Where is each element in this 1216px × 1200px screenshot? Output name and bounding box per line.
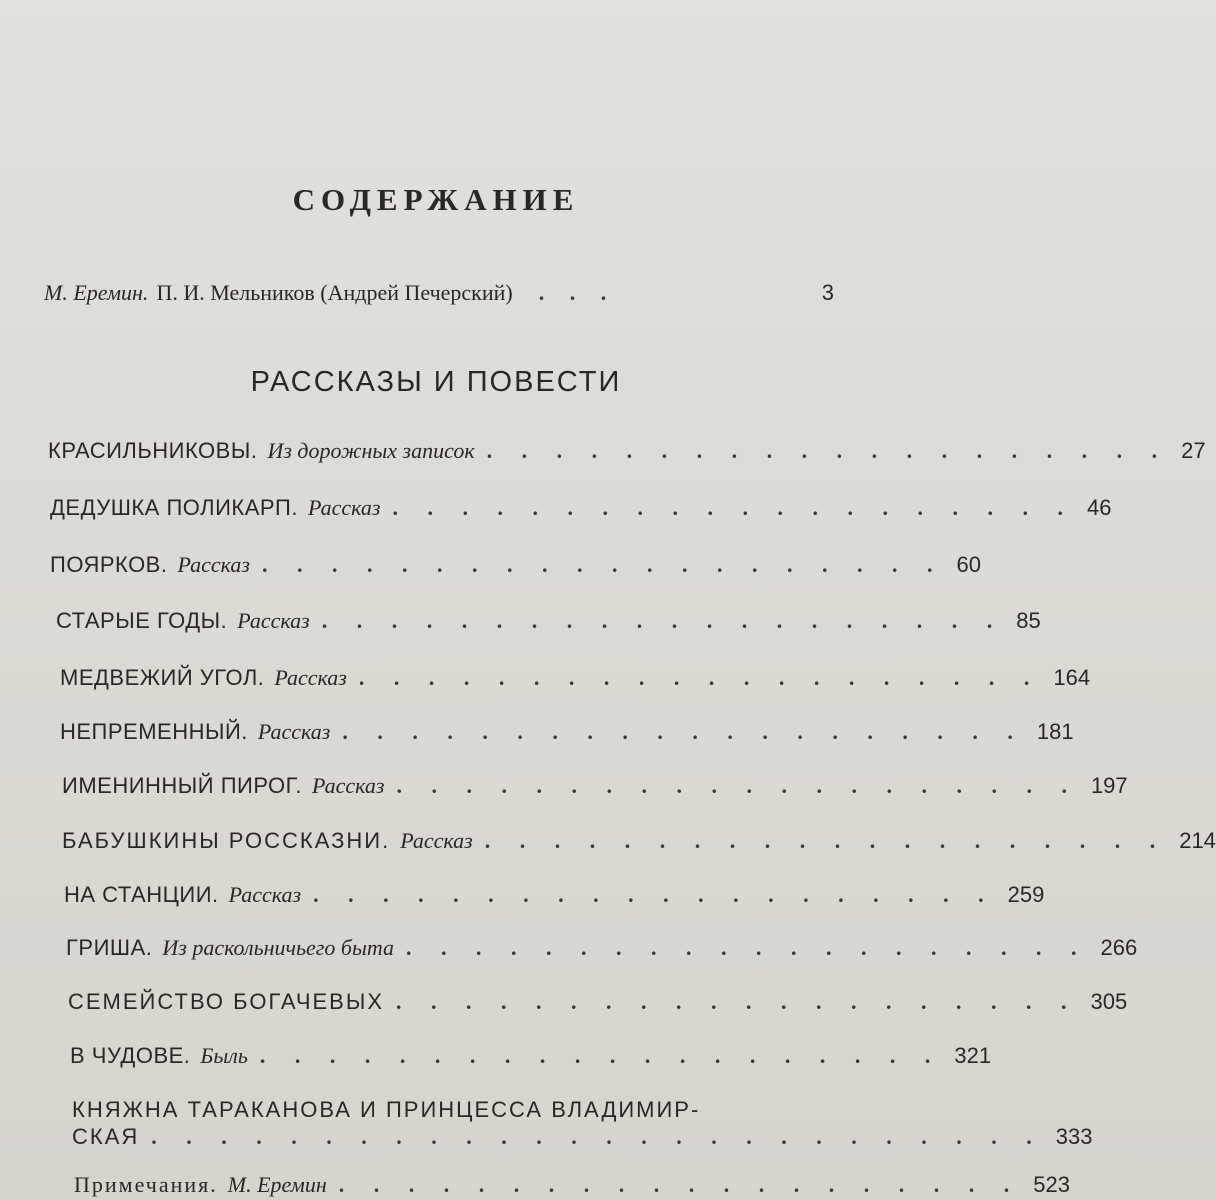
entry-subtitle: Рассказ <box>177 552 250 577</box>
leader-dots: . . . . . . . . . . . . . . . . . . . . <box>486 438 1170 463</box>
entry-title: КРАСИЛЬНИКОВЫ. <box>48 438 258 463</box>
entry-page-number: 27 <box>1181 438 1206 463</box>
entry-subtitle: Рассказ <box>237 608 310 633</box>
leader-dots: . . . . . . . . . . . . . . . . . . . . <box>259 1043 943 1068</box>
toc-entry <box>62 773 1128 799</box>
entry-subtitle: Рассказ <box>228 882 302 907</box>
entry-subtitle: Рассказ <box>274 665 347 690</box>
entry-title: В ЧУДОВЕ. <box>70 1043 191 1068</box>
intro-title: П. И. Мельников (Андрей Печерский) <box>156 280 513 305</box>
entry-page-number: 305 <box>1090 989 1128 1014</box>
entry-page-number: 523 <box>1033 1172 1070 1197</box>
entry-subtitle: Быль <box>200 1043 248 1068</box>
leader-dots: . . . . . . . . . . . . . . . . . . . . <box>358 665 1042 690</box>
entry-title-line-2: СКАЯ <box>72 1124 140 1149</box>
entry-page-number: 60 <box>956 552 981 577</box>
leader-dots: . . . . . . . . . . . . . . . . . . . . <box>396 989 1079 1014</box>
leader-dots: . . . . . . . . . . . . . . . . . . . . . . . . . . <box>151 1124 1044 1149</box>
leader-dots: . . . . . . . . . . . . . . . . . . . . <box>338 1172 1022 1197</box>
leader-dots: . . . . . . . . . . . . . . . . . . . . <box>342 719 1025 744</box>
entry-title: МЕДВЕЖИЙ УГОЛ. <box>60 665 265 690</box>
entry-subtitle: Рассказ <box>311 773 385 798</box>
notes-entry <box>74 1172 1070 1198</box>
entry-page-number: 333 <box>1055 1124 1093 1149</box>
entry-page-number: 46 <box>1086 495 1112 520</box>
toc-entry <box>64 882 1045 908</box>
entry-title: ИМЕНИННЫЙ ПИРОГ. <box>62 773 302 798</box>
notes-label: Примечания. <box>74 1172 218 1197</box>
toc-entry <box>62 828 1216 854</box>
entry-title: ГРИША. <box>66 935 153 960</box>
toc-entry <box>66 935 1138 961</box>
toc-entry <box>48 438 1206 464</box>
entry-title: БАБУШКИНЫ РОССКАЗНИ. <box>62 828 391 853</box>
toc-entry <box>68 989 1128 1015</box>
entry-title: НЕПРЕМЕННЫЙ. <box>60 719 248 744</box>
toc-entry <box>50 552 981 578</box>
entry-page-number: 321 <box>954 1043 992 1068</box>
entry-title-line-1: КНЯЖНА ТАРАКАНОВА И ПРИНЦЕССА ВЛАДИМИР- <box>72 1097 701 1122</box>
entry-title: НА СТАНЦИИ. <box>64 882 219 907</box>
entry-page-number: 164 <box>1053 665 1091 690</box>
entry-subtitle: Рассказ <box>400 828 473 853</box>
leader-dots: . . . . . . . . . . . . . . . . . . . . <box>313 882 996 907</box>
intro-leader-dots: . . . <box>538 280 617 305</box>
entry-subtitle: Из раскольничьего быта <box>162 935 394 960</box>
toc-entry <box>70 1043 992 1069</box>
toc-entry <box>60 665 1091 691</box>
leader-dots: . . . . . . . . . . . . . . . . . . . . <box>484 828 1168 853</box>
leader-dots: . . . . . . . . . . . . . . . . . . . . <box>392 495 1075 520</box>
entry-title: ДЕДУШКА ПОЛИКАРП. <box>50 495 298 520</box>
entry-page-number: 197 <box>1090 773 1128 798</box>
entry-title: СЕМЕЙСТВО БОГАЧЕВЫХ <box>68 989 384 1014</box>
intro-author: М. Еремин. <box>44 280 149 305</box>
toc-entry <box>50 495 1112 521</box>
entry-subtitle: Из дорожных записок <box>267 438 475 463</box>
entry-title: ПОЯРКОВ. <box>50 552 168 577</box>
leader-dots: . . . . . . . . . . . . . . . . . . . . <box>406 935 1089 960</box>
entry-page-number: 259 <box>1007 882 1045 907</box>
entry-subtitle: Рассказ <box>257 719 331 744</box>
toc-entry <box>72 1124 1093 1150</box>
intro-entry <box>44 280 834 306</box>
leader-dots: . . . . . . . . . . . . . . . . . . . . <box>261 552 945 577</box>
entry-page-number: 266 <box>1100 935 1138 960</box>
entry-subtitle: Рассказ <box>307 495 381 520</box>
section-title: РАССКАЗЫ И ПОВЕСТИ <box>250 366 622 398</box>
entry-page-number: 214 <box>1179 828 1216 853</box>
entry-title: СТАРЫЕ ГОДЫ. <box>56 608 228 633</box>
page-title: СОДЕРЖАНИЕ <box>292 182 580 217</box>
entry-page-number: 85 <box>1016 608 1041 633</box>
notes-author: М. Еремин <box>227 1172 327 1197</box>
leader-dots: . . . . . . . . . . . . . . . . . . . . <box>396 773 1079 798</box>
leader-dots: . . . . . . . . . . . . . . . . . . . . <box>321 608 1005 633</box>
entry-page-number: 181 <box>1036 719 1074 744</box>
toc-entry <box>56 608 1041 634</box>
intro-page-number: 3 <box>821 280 834 305</box>
toc-entry <box>60 719 1074 745</box>
